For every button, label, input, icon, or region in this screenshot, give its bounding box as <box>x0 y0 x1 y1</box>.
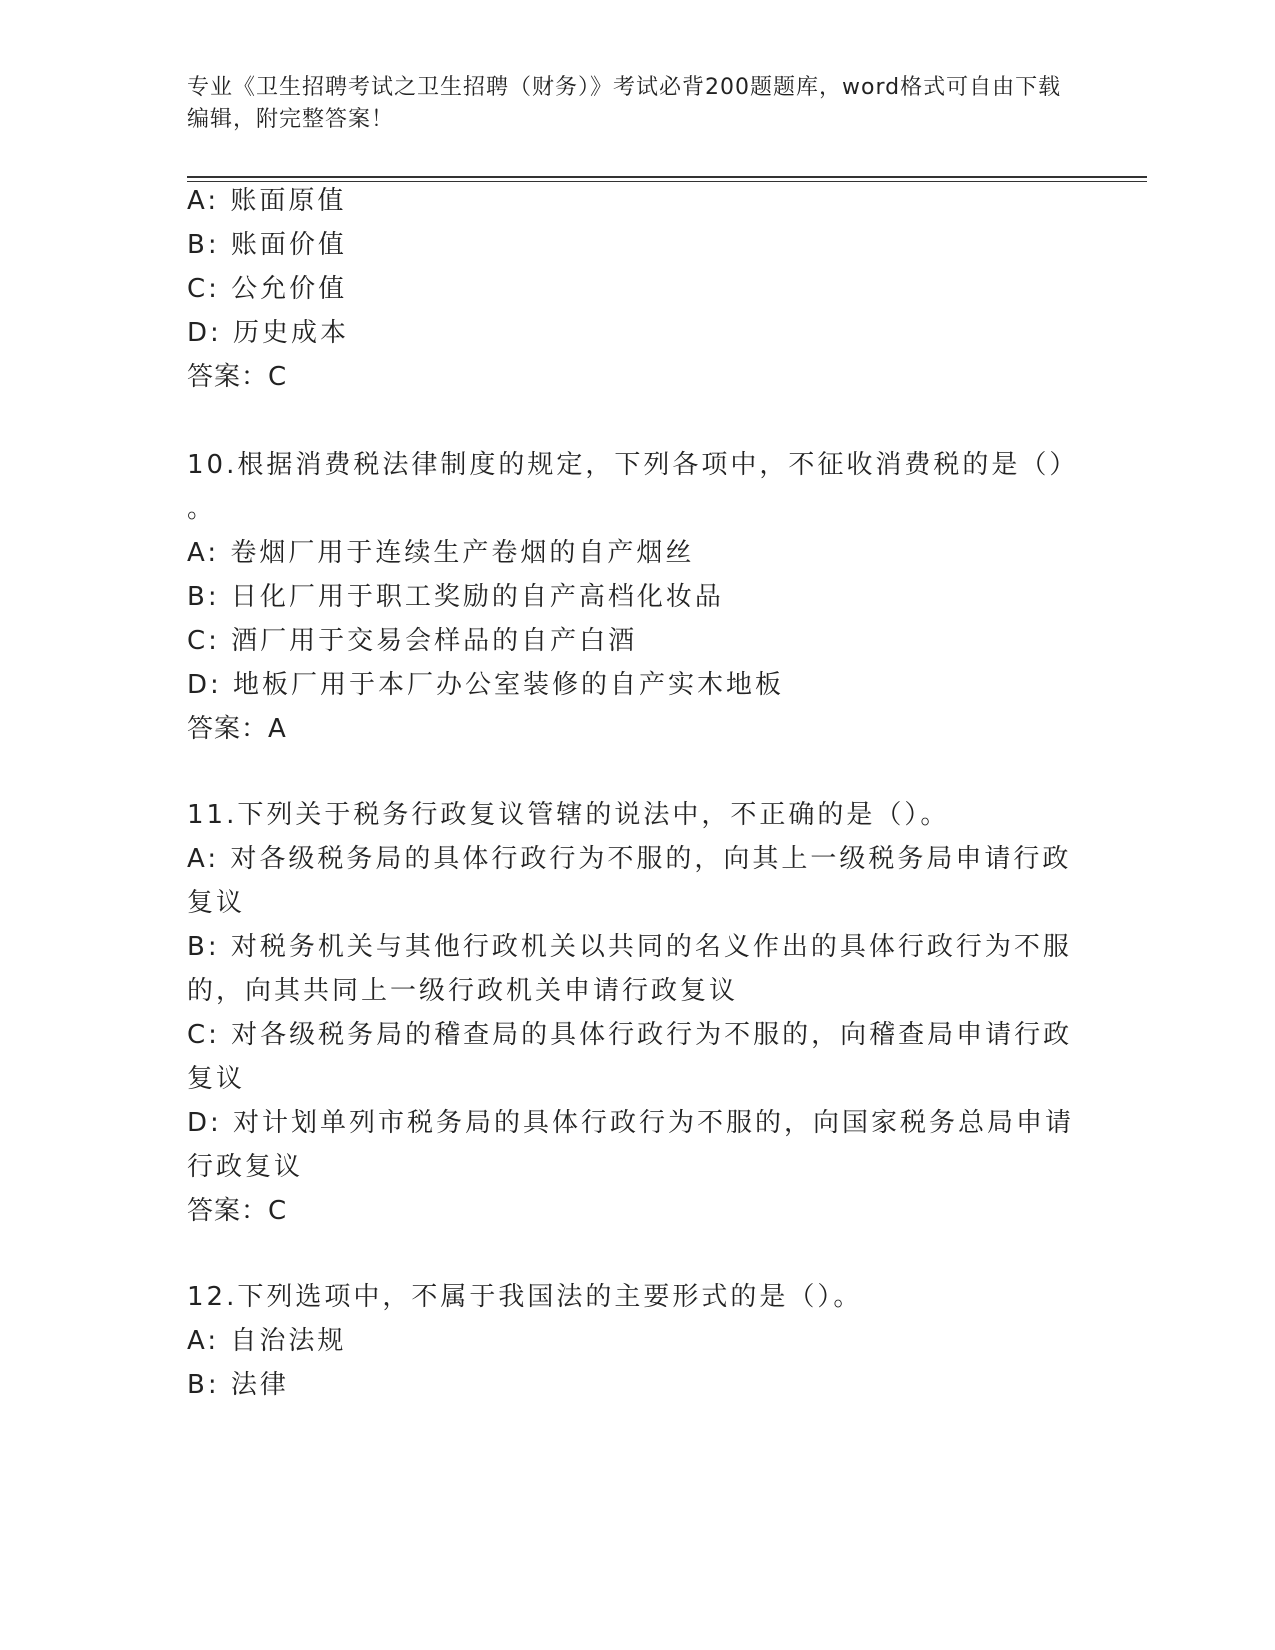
q10-option-b: B: 日化厂用于职工奖励的自产高档化妆品 <box>187 582 724 612</box>
q10-option-d: D: 地板厂用于本厂办公室装修的自产实木地板 <box>187 670 785 700</box>
q10-option-a: A: 卷烟厂用于连续生产卷烟的自产烟丝 <box>187 538 695 568</box>
document-header: 专业《卫生招聘考试之卫生招聘（财务）》考试必背200题题库，word格式可自由下载编辑，附完整答案！ <box>187 75 1062 132</box>
header-rule-thin <box>187 181 1147 182</box>
q10-answer: 答案：A <box>187 714 287 744</box>
header-rule-thick <box>187 176 1147 178</box>
q11-option-a: A: 对各级税务局的具体行政行为不服的，向其上一级税务局申请行政 <box>187 844 1072 874</box>
q11-option-a-continued: 复议 <box>187 888 246 918</box>
q11-option-d-continued: 行政复议 <box>187 1152 304 1182</box>
q9-option-a: A: 账面原值 <box>187 186 347 216</box>
q11-stem: 11.下列关于税务行政复议管辖的说法中，不正确的是（）。 <box>187 800 950 830</box>
q12-option-b: B: 法律 <box>187 1370 289 1400</box>
q10-stem: 10.根据消费税法律制度的规定，下列各项中，不征收消费税的是（） <box>187 450 1079 480</box>
q9-option-c: C: 公允价值 <box>187 274 348 304</box>
q12-option-a: A: 自治法规 <box>187 1326 347 1356</box>
q11-answer: 答案：C <box>187 1196 288 1226</box>
q11-option-d: D: 对计划单列市税务局的具体行政行为不服的，向国家税务总局申请 <box>187 1108 1075 1138</box>
q9-option-d: D: 历史成本 <box>187 318 350 348</box>
q11-option-b: B: 对税务机关与其他行政机关以共同的名义作出的具体行政行为不服 <box>187 932 1072 962</box>
q11-option-b-continued: 的，向其共同上一级行政机关申请行政复议 <box>187 976 739 1006</box>
q10-option-c: C: 酒厂用于交易会样品的自产白酒 <box>187 626 638 656</box>
q9-answer: 答案：C <box>187 362 288 392</box>
q9-option-b: B: 账面价值 <box>187 230 347 260</box>
q12-stem: 12.下列选项中，不属于我国法的主要形式的是（）。 <box>187 1282 863 1312</box>
q11-option-c: C: 对各级税务局的稽查局的具体行政行为不服的，向稽查局申请行政 <box>187 1020 1073 1050</box>
q11-option-c-continued: 复议 <box>187 1064 246 1094</box>
q10-stem-continued: 。 <box>187 494 217 524</box>
